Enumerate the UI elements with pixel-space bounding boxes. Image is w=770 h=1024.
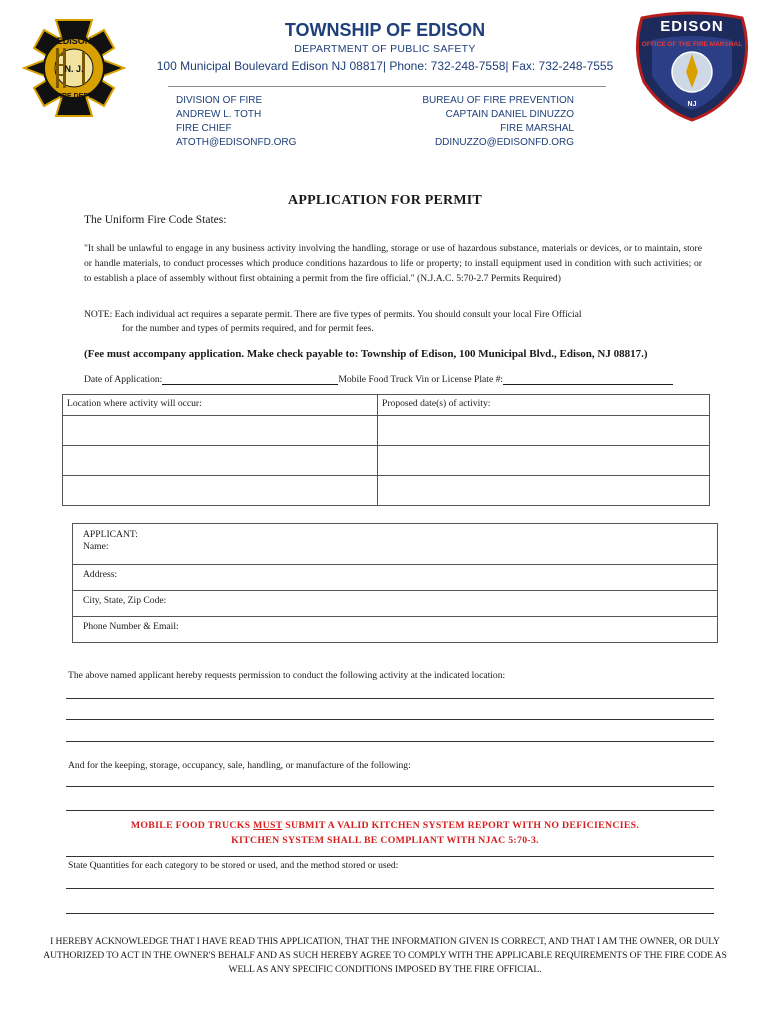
acknowledgement: I HEREBY ACKNOWLEDGE THAT I HAVE READ THIS APPLICATION, THAT THE INFORMATION GIVEN IS CORRECT, AND THAT I AM THE OWNER, OR DULY AUTHORIZED TO ACT IN THE OWNER'S BEHALF AND AS SUCH HEREBY AGREE TO COMPLY WITH THE APPLICABLE REQUIREMENTS OF THE FIRE CODE AS WELL AS ANY SPECIFIC CONDITIONS IMPOSED BY THE FIRE OFFICIAL.: [43, 936, 727, 975]
chief-title: FIRE CHIEF: [176, 123, 232, 134]
activity-line[interactable]: [66, 741, 714, 742]
request-text: The above named applicant hereby requests permission to conduct the following activity at the indicated location:: [68, 670, 506, 681]
quantities-line[interactable]: [66, 913, 714, 914]
form-title: APPLICATION FOR PERMIT: [288, 193, 482, 208]
code-intro: The Uniform Fire Code States:: [84, 214, 227, 226]
phone-email-field[interactable]: [73, 616, 717, 643]
dates-cell[interactable]: [378, 476, 710, 506]
address-field[interactable]: [73, 564, 717, 590]
address-label: Address:: [83, 569, 118, 580]
marshal-name: CAPTAIN DANIEL DINUZZO: [445, 109, 574, 120]
bureau-contact: [422, 94, 574, 150]
applicant-label: APPLICANT:: [83, 529, 138, 540]
warning-text-end: SUBMIT A VALID KITCHEN SYSTEM REPORT WITH NO DEFICIENCIES.: [282, 820, 640, 831]
applicant-heading: [83, 529, 138, 553]
permit-note: [84, 308, 704, 336]
header-divider: [168, 86, 606, 87]
location-table: [62, 394, 710, 506]
warning-text-start: MOBILE FOOD TRUCKS: [130, 820, 254, 831]
fee-instructions: (Fee must accompany application. Make check payable to: Township of Edison, 100 Municipal Blvd., Edison, NJ 08817.): [84, 348, 648, 360]
date-field[interactable]: [162, 373, 338, 385]
chief-email: ATOTH@EDISONFD.ORG: [176, 137, 297, 148]
activity-line[interactable]: [66, 698, 714, 699]
division-name: DIVISION OF FIRE: [176, 95, 263, 106]
code-quote: "It shall be unlawful to engage in any business activity involving the handling, storage or use of hazardous substance, materials or devices, or to maintain, store or handle materials, to conduct processes which produce conditions hazardous to life or property; to install equipment used in condition with such activities; or to establish a place of assembly without first obtaining a permit from the fire official." (N.J.A.C. 5:70-2.7 Permits Required): [84, 243, 702, 284]
division-contact: [176, 94, 296, 150]
marshal-title: FIRE MARSHAL: [500, 123, 574, 134]
department-name: DEPARTMENT OF PUBLIC SAFETY: [294, 43, 476, 55]
location-cell[interactable]: [63, 476, 378, 506]
quantities-top-line: [66, 856, 714, 857]
marshal-email: DDINUZZO@EDISONFD.ORG: [434, 137, 574, 148]
chief-name: ANDREW L. TOTH: [176, 109, 262, 120]
phone-label: Phone Number & Email:: [83, 621, 179, 632]
bureau-name: BUREAU OF FIRE PREVENTION: [422, 95, 574, 106]
materials-line[interactable]: [66, 810, 714, 811]
note-line-1: NOTE: Each individual act requires a separate permit. There are five types of permits. You should consult your local Fire Official: [84, 309, 582, 320]
logo-left-top: EDISON: [56, 36, 92, 46]
quantities-line[interactable]: [66, 888, 714, 889]
address-line: 100 Municipal Boulevard Edison NJ 08817| Phone: 732-248-7558| Fax: 732-248-7555: [156, 59, 614, 73]
note-line-2: for the number and types of permits required, and for permit fees.: [122, 323, 374, 334]
logo-left-letters: N. J.: [64, 64, 84, 74]
logo-right-top: EDISON: [660, 18, 724, 35]
keeping-text: And for the keeping, storage, occupancy, sale, handling, or manufacture of the following:: [68, 760, 411, 771]
city-field[interactable]: [73, 590, 717, 616]
location-header: Location where activity will occur:: [63, 395, 378, 416]
proposed-dates-header: Proposed date(s) of activity:: [378, 395, 710, 416]
logo-right-bottom: NJ: [687, 101, 697, 108]
vin-field[interactable]: [503, 373, 673, 385]
warning-must: MUST: [253, 820, 283, 831]
quantities-text: State Quantities for each category to be stored or used, and the method stored or used:: [68, 860, 399, 871]
activity-line[interactable]: [66, 719, 714, 720]
city-label: City, State, Zip Code:: [83, 595, 167, 606]
date-label: Date of Application:: [84, 374, 163, 385]
materials-line[interactable]: [66, 786, 714, 787]
applicant-box: [72, 523, 718, 643]
logo-left-bottom: FIRE DEPT: [55, 93, 93, 100]
location-cell[interactable]: [63, 416, 378, 446]
kitchen-compliance-warning: KITCHEN SYSTEM SHALL BE COMPLIANT WITH NJAC 5:70-3.: [231, 835, 539, 846]
dates-cell[interactable]: [378, 446, 710, 476]
name-label: Name:: [83, 541, 109, 552]
location-cell[interactable]: [63, 446, 378, 476]
township-title: TOWNSHIP OF EDISON: [284, 20, 486, 40]
vin-label: Mobile Food Truck Vin or License Plate #:: [338, 374, 504, 385]
food-truck-warning: [0, 820, 770, 831]
dates-cell[interactable]: [378, 416, 710, 446]
date-vin-row: [84, 373, 673, 385]
logo-right-ring: OFFICE OF THE FIRE MARSHAL: [641, 41, 743, 48]
